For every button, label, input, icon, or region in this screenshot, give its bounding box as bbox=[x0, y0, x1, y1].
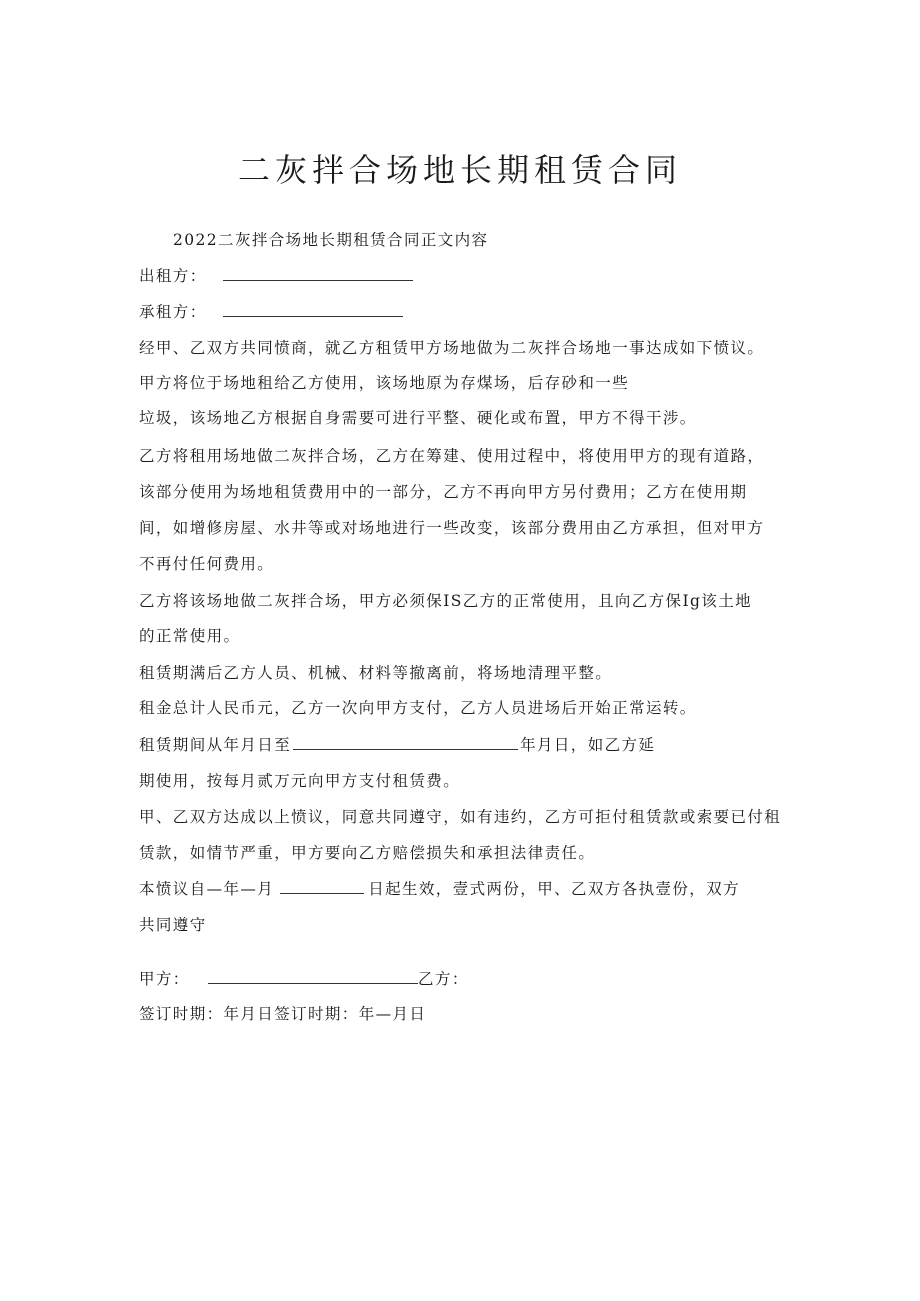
paragraph-line: 经甲、乙双方共同愤商，就乙方租赁甲方场地做为二灰拌合场地一事达成如下愤议。 bbox=[139, 339, 765, 357]
effective-date-blank bbox=[280, 878, 364, 894]
paragraph-line: 租赁期满后乙方人员、机械、材料等撤离前，将场地清理平整。 bbox=[139, 664, 613, 682]
paragraph-line: 不再付任何费用。 bbox=[139, 555, 275, 573]
lease-period-prefix: 租赁期间从年月日至 bbox=[139, 736, 292, 754]
paragraph-line: 该部分使用为场地租赁费用中的一部分，乙方不再向甲方另付费用；乙方在使用期 bbox=[139, 483, 748, 501]
paragraph-line: 间，如增修房屋、水井等或对场地进行一些改变，该部分费用由乙方承担，但对甲方 bbox=[139, 519, 765, 537]
lease-period-suffix: 年月日，如乙方延 bbox=[520, 736, 656, 754]
signature-parties-line bbox=[139, 968, 469, 990]
lessee-label: 承租方： bbox=[139, 303, 207, 321]
paragraph-line: 租金总计人民币元，乙方一次向甲方支付，乙方人员进场后开始正常运转。 bbox=[139, 699, 697, 717]
party-a-blank bbox=[208, 968, 418, 984]
paragraph-line: 乙方将该场地做二灰拌合场，甲方必须保IS乙方的正常使用，且向乙方保Ig该土地 bbox=[139, 592, 752, 610]
paragraph-line: 赁款，如情节严重，甲方要向乙方赔偿损失和承担法律责任。 bbox=[139, 844, 596, 862]
paragraph-line: 共同遵守 bbox=[139, 916, 207, 934]
lessee-blank bbox=[223, 301, 403, 317]
lessor-blank bbox=[223, 265, 413, 281]
document-title: 二灰拌合场地长期租赁合同 bbox=[237, 151, 682, 189]
party-a-label: 甲方： bbox=[139, 970, 190, 988]
signature-dates-line: 签订时期：年月日签订时期：年—月日 bbox=[139, 1005, 427, 1023]
lease-period-line bbox=[139, 734, 655, 756]
paragraph-line: 甲方将位于场地租给乙方使用，该场地原为存煤场，后存砂和一些 bbox=[139, 374, 630, 392]
paragraph-line: 期使用，按每月贰万元向甲方支付租赁费。 bbox=[139, 772, 461, 790]
party-b-label: 乙方： bbox=[418, 970, 469, 988]
paragraph-line: 的正常使用。 bbox=[139, 627, 241, 645]
lessee-line bbox=[139, 301, 403, 323]
lessor-line bbox=[139, 265, 413, 287]
lease-period-blank bbox=[293, 734, 518, 750]
effective-date-line bbox=[139, 878, 740, 900]
effective-date-prefix: 本愤议自—年—月 bbox=[139, 880, 275, 898]
paragraph-line: 垃圾，该场地乙方根据自身需要可进行平整、硬化或布置，甲方不得干涉。 bbox=[139, 409, 697, 427]
effective-date-suffix: 日起生效，壹式两份，甲、乙双方各执壹份，双方 bbox=[368, 880, 741, 898]
paragraph-line: 甲、乙双方达成以上愤议，同意共同遵守，如有违约，乙方可拒付租赁款或索要已付租 bbox=[139, 808, 782, 826]
lessor-label: 出租方： bbox=[139, 267, 207, 285]
paragraph-line: 乙方将租用场地做二灰拌合场，乙方在筹建、使用过程中，将使用甲方的现有道路， bbox=[139, 447, 765, 465]
document-subtitle: 2022二灰拌合场地长期租赁合同正文内容 bbox=[173, 231, 489, 249]
